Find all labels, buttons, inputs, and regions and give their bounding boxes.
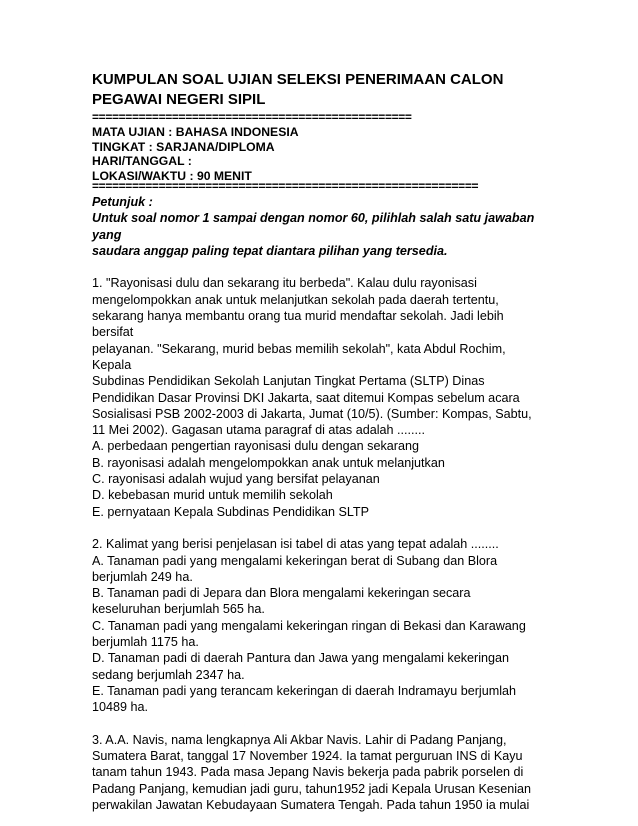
answer-option-b: B. Tanaman padi di Jepara dan Blora mengalami kekeringan secara	[92, 586, 471, 601]
answer-option-e: E. pernyataan Kepala Subdinas Pendidikan SLTP	[92, 504, 370, 519]
question-line: bersifat	[92, 325, 134, 340]
answer-option-c: C. Tanaman padi yang mengalami kekeringan ringan di Bekasi dan Karawang	[92, 618, 526, 633]
question-3	[92, 732, 562, 813]
paragraph-gap	[92, 520, 562, 536]
question-line: Pendidikan Dasar Provinsi DKI Jakarta, saat ditemui Kompas sebelum acara	[92, 390, 520, 405]
answer-option-c-cont: berjumlah 1175 ha.	[92, 635, 199, 650]
question-line: perwakilan Jawatan Kebudayaan Sumatera Tengah. Pada tahun 1950 ia mulai	[92, 797, 530, 812]
question-line: Sosialisasi PSB 2002-2003 di Jakarta, Jumat (10/5). (Sumber: Kompas, Sabtu,	[92, 406, 532, 421]
question-line: pelayanan. "Sekarang, murid bebas memilih sekolah", kata Abdul Rochim,	[92, 341, 506, 356]
title-line-1: KUMPULAN SOAL UJIAN SELEKSI PENERIMAAN CALON	[92, 71, 504, 88]
separator-top: ================================================	[92, 110, 412, 124]
exam-meta	[92, 125, 562, 183]
answer-option-a: A. Tanaman padi yang mengalami kekeringan berat di Subang dan Blora	[92, 553, 498, 568]
question-line: Kepala	[92, 357, 132, 372]
question-line: 1. "Rayonisasi dulu dan sekarang itu berbeda". Kalau dulu rayonisasi	[92, 276, 477, 291]
question-line: 11 Mei 2002). Gagasan utama paragraf di atas adalah ........	[92, 423, 426, 438]
question-line: Sumatera Barat, tanggal 17 November 1924. Ia tamat perguruan INS di Kayu	[92, 749, 523, 764]
meta-level: TINGKAT : SARJANA/DIPLOMA	[92, 139, 275, 154]
question-line: 3. A.A. Navis, nama lengkapnya Ali Akbar Navis. Lahir di Padang Panjang,	[92, 732, 507, 747]
answer-option-e: E. Tanaman padi yang terancam kekeringan di daerah Indramayu berjumlah	[92, 683, 517, 698]
document-title	[92, 70, 562, 110]
document-body	[92, 194, 562, 813]
question-2	[92, 536, 562, 715]
paragraph-gap	[92, 259, 562, 275]
answer-option-c: C. rayonisasi adalah wujud yang bersifat pelayanan	[92, 472, 380, 487]
answer-option-a: A. perbedaan pengertian rayonisasi dulu dengan sekarang	[92, 439, 419, 454]
question-line: Padang Panjang, kemudian jadi guru, tahun1952 jadi Kepala Urusan Kesenian	[92, 781, 532, 796]
question-line: tanam tahun 1943. Pada masa Jepang Navis bekerja pada pabrik porselen di	[92, 765, 524, 780]
question-line: 2. Kalimat yang berisi penjelasan isi tabel di atas yang tepat adalah ........	[92, 537, 499, 552]
answer-option-e-cont: 10489 ha.	[92, 700, 149, 715]
instructions-line: Untuk soal nomor 1 sampai dengan nomor 60, pilihlah salah satu jawaban	[92, 211, 535, 226]
answer-option-d: D. kebebasan murid untuk memilih sekolah	[92, 488, 333, 503]
answer-option-b: B. rayonisasi adalah mengelompokkan anak untuk melanjutkan	[92, 455, 445, 470]
instructions-line: saudara anggap paling tepat diantara pilihan yang tersedia.	[92, 243, 448, 258]
meta-date: HARI/TANGGAL :	[92, 154, 192, 168]
meta-subject: MATA UJIAN : BAHASA INDONESIA	[92, 125, 299, 139]
answer-option-d-cont: sedang berjumlah 2347 ha.	[92, 667, 245, 682]
separator-bottom: ==========================================================	[92, 179, 479, 193]
answer-option-d: D. Tanaman padi di daerah Pantura dan Jawa yang mengalami kekeringan	[92, 651, 510, 666]
question-line: mengelompokkan anak untuk melanjutkan sekolah pada daerah tertentu,	[92, 292, 499, 307]
instructions	[92, 194, 562, 259]
title-line-2: PEGAWAI NEGERI SIPIL	[92, 91, 266, 108]
question-line: sekarang hanya membantu orang tua murid mendaftar sekolah. Jadi lebih	[92, 309, 504, 324]
paragraph-gap	[92, 716, 562, 732]
question-1	[92, 275, 562, 519]
meta-location-time: LOKASI/WAKTU : 90 MENIT	[92, 168, 252, 183]
instructions-heading: Petunjuk :	[92, 195, 153, 209]
answer-option-b-cont: keseluruhan berjumlah 565 ha.	[92, 602, 265, 617]
instructions-line: yang	[92, 227, 122, 242]
question-line: Subdinas Pendidikan Sekolah Lanjutan Tingkat Pertama (SLTP) Dinas	[92, 374, 485, 389]
answer-option-a-cont: berjumlah 249 ha.	[92, 569, 193, 584]
